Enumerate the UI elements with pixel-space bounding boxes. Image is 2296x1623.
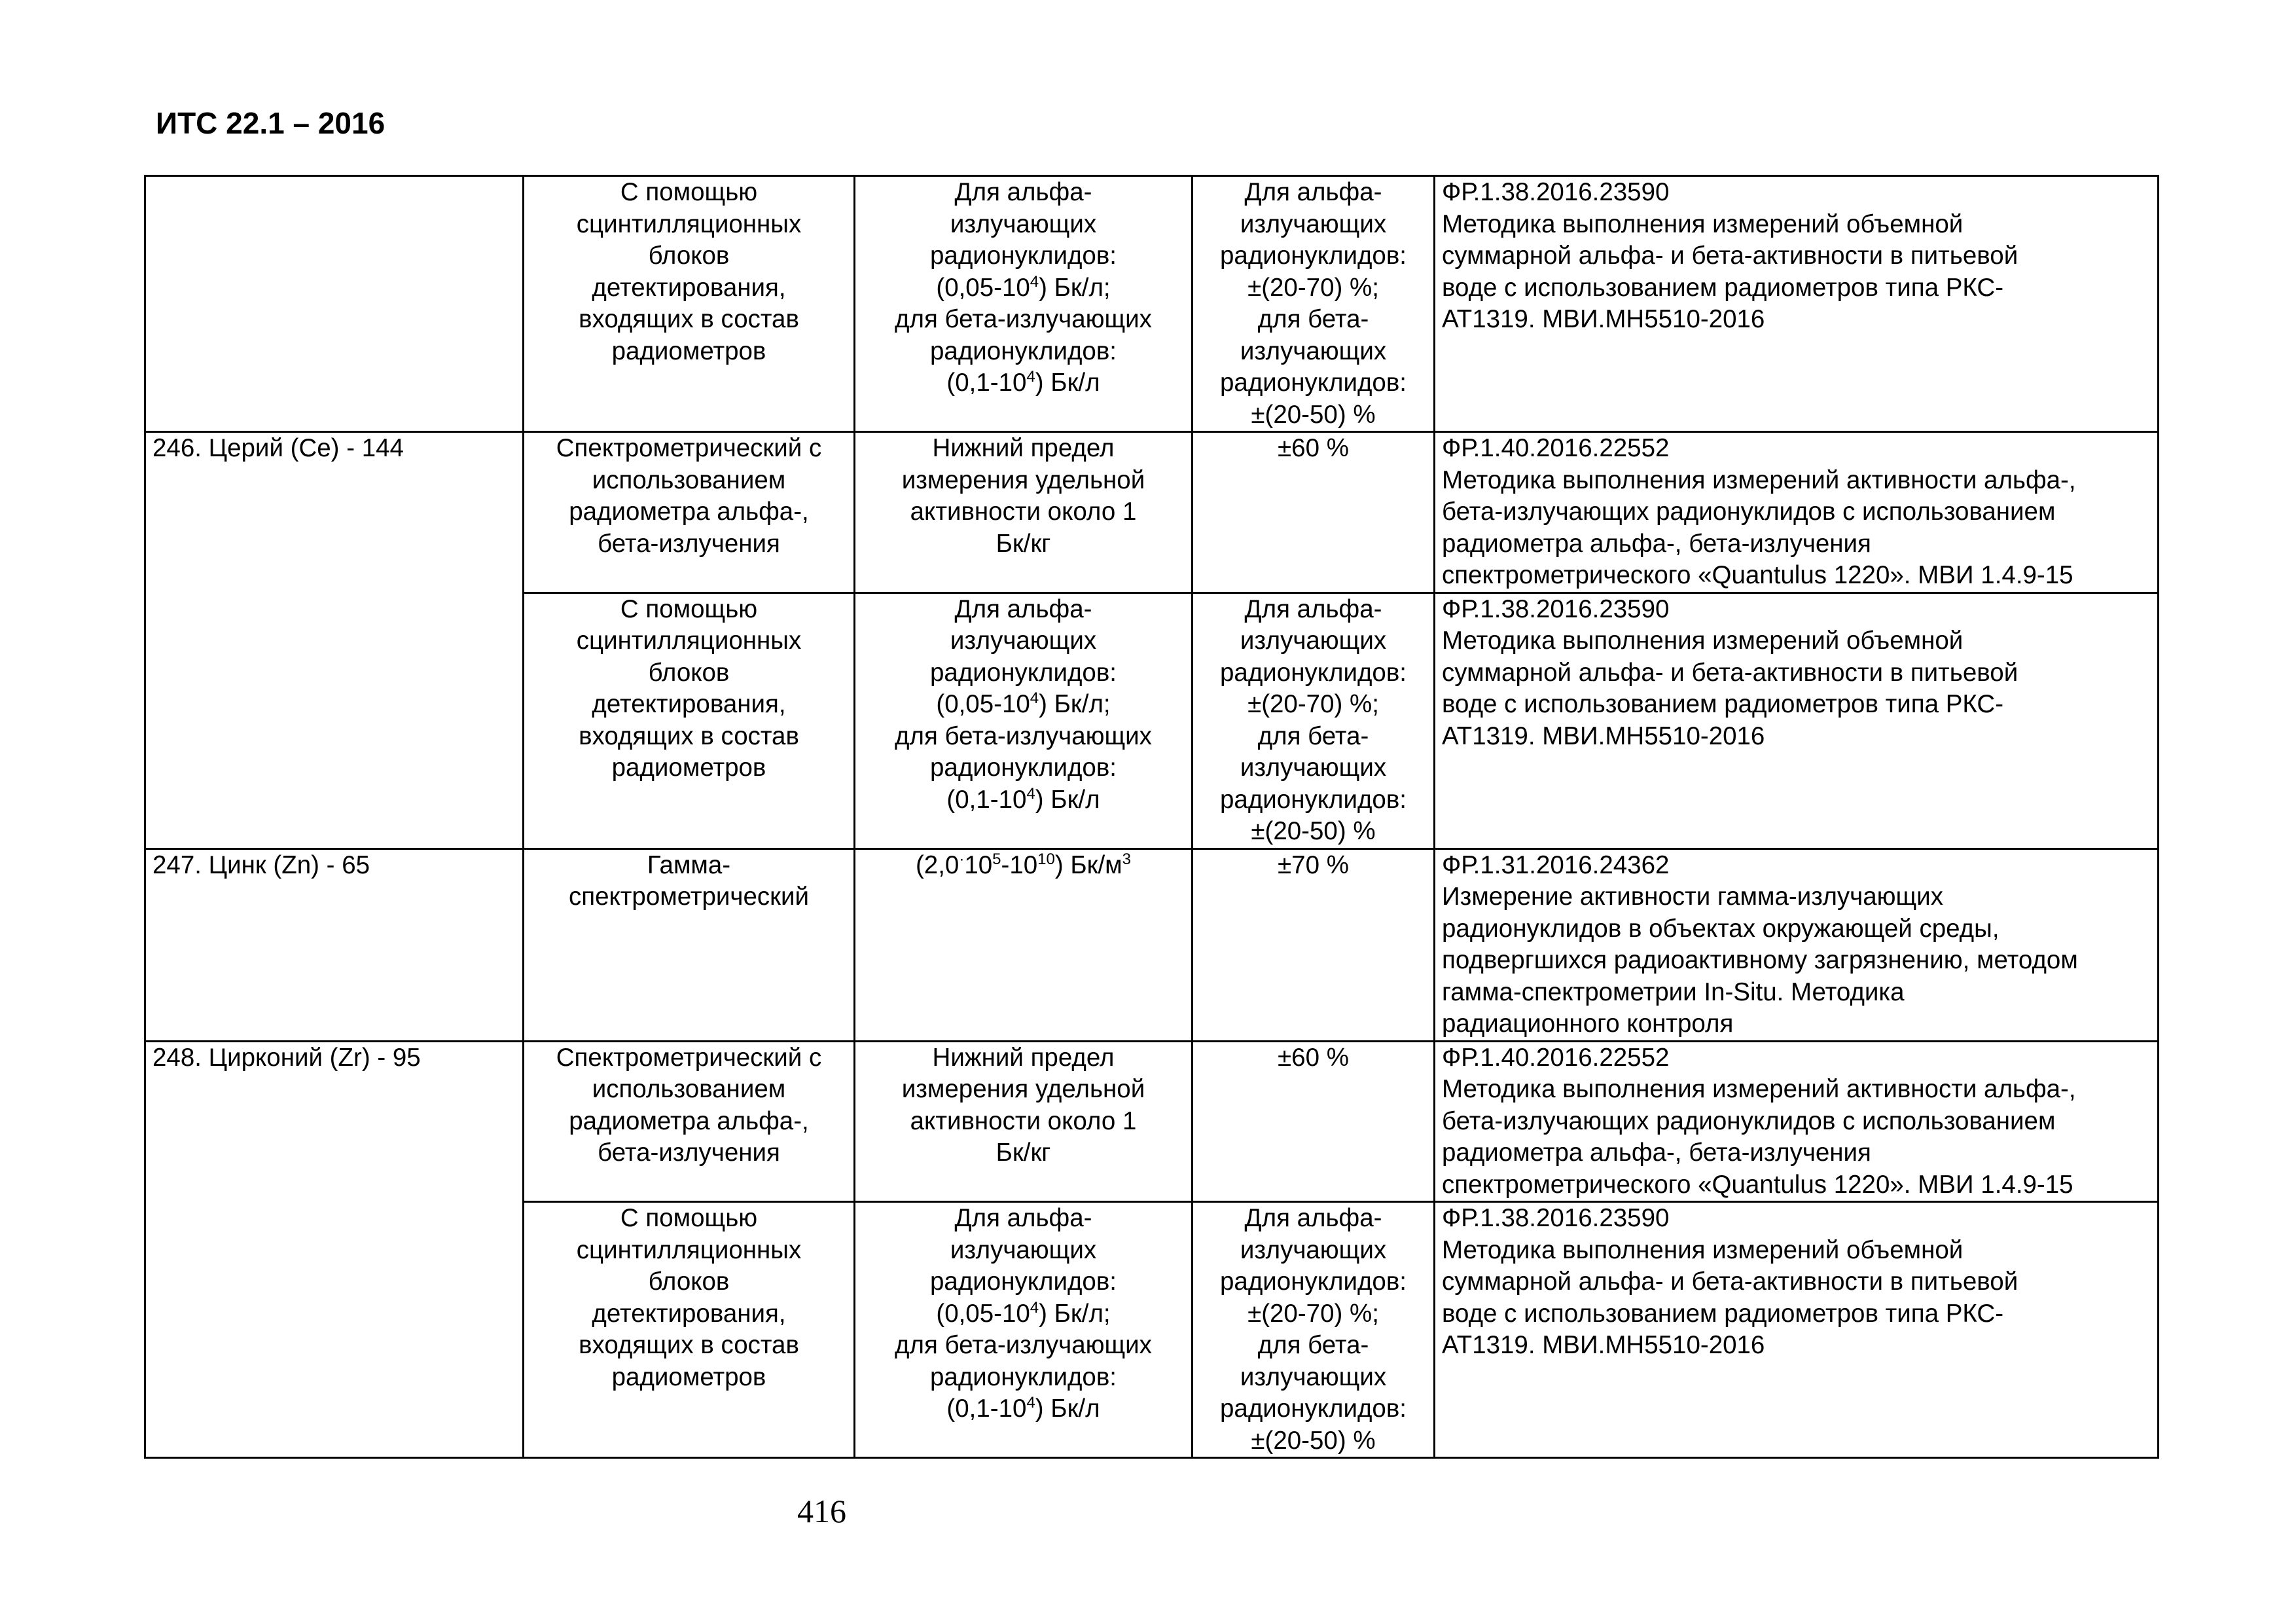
error-line: радионуклидов: bbox=[1220, 785, 1407, 814]
document-line: Методика выполнения измерений активности альфа-, bbox=[1442, 1075, 2076, 1103]
document-line: Измерение активности гамма-излучающих bbox=[1442, 883, 1943, 911]
document-cell bbox=[1435, 848, 2159, 1041]
range-cell bbox=[855, 1041, 1193, 1202]
error-line: для бета- bbox=[1257, 305, 1369, 333]
range-cell bbox=[855, 176, 1193, 432]
error-line: ±60 % bbox=[1278, 1043, 1349, 1072]
document-cell bbox=[1435, 432, 2159, 593]
error-cell bbox=[1193, 1041, 1435, 1202]
method-line: бета-излучения bbox=[598, 529, 780, 558]
error-line: излучающих bbox=[1240, 1362, 1387, 1391]
document-line: Методика выполнения измерений активности альфа-, bbox=[1442, 465, 2076, 494]
range-line: радионуклидов: bbox=[930, 337, 1117, 365]
document-cell bbox=[1435, 1041, 2159, 1202]
document-line: ФР.1.38.2016.23590 bbox=[1442, 1204, 1670, 1232]
range-line: Нижний предел bbox=[932, 1043, 1115, 1072]
document-line: радиометра альфа-, бета-излучения bbox=[1442, 1139, 1871, 1167]
range-line bbox=[862, 689, 1185, 721]
method-line: сцинтилляционных bbox=[576, 627, 802, 655]
method-line: С помощью bbox=[620, 594, 758, 623]
error-line: ±60 % bbox=[1278, 434, 1349, 462]
method-line: радиометров bbox=[611, 337, 766, 365]
method-line: использованием bbox=[592, 1075, 786, 1103]
range-line: излучающих bbox=[950, 210, 1097, 238]
nuclide-cell bbox=[145, 1041, 524, 1458]
method-line: Спектрометрический с bbox=[556, 434, 822, 462]
error-cell bbox=[1193, 1202, 1435, 1458]
nuclide-name: 246. Церий (Се) - 144 bbox=[152, 434, 404, 462]
document-line: бета-излучающих радионуклидов с использованием bbox=[1442, 1106, 2056, 1135]
document-line: бета-излучающих радионуклидов с использованием bbox=[1442, 498, 2056, 526]
method-line: детектирования, bbox=[592, 690, 786, 718]
range-line: радионуклидов: bbox=[930, 658, 1117, 687]
range-line: Для альфа- bbox=[954, 594, 1092, 623]
range-line bbox=[862, 784, 1185, 816]
error-line: Для альфа- bbox=[1244, 1204, 1382, 1232]
error-line: для бета- bbox=[1257, 721, 1369, 750]
range-line bbox=[862, 850, 1185, 882]
method-line: Спектрометрический с bbox=[556, 1043, 822, 1072]
range-cell bbox=[855, 432, 1193, 593]
range-text: ) Бк/л; bbox=[1039, 1299, 1111, 1328]
method-line: входящих в состав bbox=[579, 305, 799, 333]
radionuclide-methods-table bbox=[144, 175, 2159, 1459]
range-text: ) Бк/л bbox=[1035, 1395, 1100, 1423]
range-exponent: 5 bbox=[992, 850, 1001, 868]
method-line: бета-излучения bbox=[598, 1139, 780, 1167]
range-text: (0,1-10 bbox=[946, 785, 1027, 814]
document-line: Методика выполнения измерений объемной bbox=[1442, 210, 1964, 238]
range-line bbox=[862, 1298, 1185, 1330]
error-line: излучающих bbox=[1240, 1235, 1387, 1264]
range-line: радионуклидов: bbox=[930, 242, 1117, 270]
error-line: радионуклидов: bbox=[1220, 1267, 1407, 1296]
document-line: спектрометрического «Quantulus 1220». МВИ 1.4.9-15 bbox=[1442, 1170, 2073, 1199]
nuclide-cell bbox=[145, 848, 524, 1041]
method-line: спектрометрический bbox=[569, 883, 809, 911]
method-cell bbox=[524, 432, 855, 593]
method-line: радиометров bbox=[611, 754, 766, 782]
document-line: ФР.1.31.2016.24362 bbox=[1442, 850, 1670, 879]
error-cell bbox=[1193, 848, 1435, 1041]
range-cell bbox=[855, 1202, 1193, 1458]
range-text: (0,05-10 bbox=[936, 690, 1030, 718]
range-line: активности около 1 bbox=[910, 498, 1137, 526]
document-line: ФР.1.38.2016.23590 bbox=[1442, 594, 1670, 623]
range-text: ) Бк/л bbox=[1035, 369, 1100, 397]
method-line: Гамма- bbox=[647, 850, 731, 879]
range-line: Бк/кг bbox=[996, 1139, 1051, 1167]
range-line: активности около 1 bbox=[910, 1106, 1137, 1135]
method-line: блоков bbox=[648, 242, 730, 270]
document-line: воде с использованием радиометров типа РКС- bbox=[1442, 1299, 2004, 1328]
document-line: АТ1319. МВИ.МН5510-2016 bbox=[1442, 305, 1765, 333]
range-line: излучающих bbox=[950, 1235, 1097, 1264]
method-cell bbox=[524, 176, 855, 432]
method-line: сцинтилляционных bbox=[576, 1235, 802, 1264]
range-line: излучающих bbox=[950, 627, 1097, 655]
error-line: ±(20-70) %; bbox=[1247, 690, 1379, 718]
table-row bbox=[145, 848, 2159, 1041]
range-line bbox=[862, 1393, 1185, 1425]
method-line: блоков bbox=[648, 658, 730, 687]
table-row bbox=[145, 176, 2159, 432]
range-dot: · bbox=[959, 850, 965, 868]
document-line: ФР.1.38.2016.23590 bbox=[1442, 178, 1670, 206]
range-cell bbox=[855, 848, 1193, 1041]
range-exponent: 10 bbox=[1037, 850, 1055, 868]
method-line: радиометра альфа-, bbox=[569, 498, 809, 526]
nuclide-name: 248. Цирконий (Zr) - 95 bbox=[152, 1043, 421, 1072]
document-line: Методика выполнения измерений объемной bbox=[1442, 627, 1964, 655]
range-text: ) Бк/л bbox=[1035, 785, 1100, 814]
document-line: суммарной альфа- и бета-активности в питьевой bbox=[1442, 242, 2018, 270]
range-text: ) Бк/л; bbox=[1039, 690, 1111, 718]
range-line: Для альфа- bbox=[954, 1204, 1092, 1232]
document-line: АТ1319. МВИ.МН5510-2016 bbox=[1442, 1331, 1765, 1359]
error-line: радионуклидов: bbox=[1220, 369, 1407, 397]
method-line: детектирования, bbox=[592, 273, 786, 302]
range-text: (0,05-10 bbox=[936, 273, 1030, 302]
error-line: ±70 % bbox=[1278, 850, 1349, 879]
range-text: 10 bbox=[964, 850, 993, 879]
range-exponent: 4 bbox=[1026, 784, 1035, 803]
range-line: радионуклидов: bbox=[930, 754, 1117, 782]
error-line: Для альфа- bbox=[1244, 178, 1382, 206]
range-text: -10 bbox=[1001, 850, 1038, 879]
document-cell bbox=[1435, 176, 2159, 432]
document-line: АТ1319. МВИ.МН5510-2016 bbox=[1442, 721, 1765, 750]
method-line: входящих в состав bbox=[579, 1331, 799, 1359]
table-row bbox=[145, 1041, 2159, 1202]
range-exponent: 4 bbox=[1030, 689, 1039, 707]
range-line: Бк/кг bbox=[996, 529, 1051, 558]
error-line: излучающих bbox=[1240, 337, 1387, 365]
error-line: ±(20-50) % bbox=[1251, 1426, 1376, 1455]
document-line: суммарной альфа- и бета-активности в питьевой bbox=[1442, 1267, 2018, 1296]
document-line: ФР.1.40.2016.22552 bbox=[1442, 1043, 1670, 1072]
error-line: излучающих bbox=[1240, 210, 1387, 238]
range-text: ) Бк/м bbox=[1054, 850, 1122, 879]
range-line bbox=[862, 272, 1185, 304]
page-number: 416 bbox=[797, 1493, 846, 1529]
error-line: Для альфа- bbox=[1244, 594, 1382, 623]
method-line: С помощью bbox=[620, 178, 758, 206]
error-line: для бета- bbox=[1257, 1331, 1369, 1359]
method-cell bbox=[524, 848, 855, 1041]
range-line: радионуклидов: bbox=[930, 1267, 1117, 1296]
method-line: входящих в состав bbox=[579, 721, 799, 750]
range-exponent: 3 bbox=[1122, 850, 1132, 868]
range-line: для бета-излучающих bbox=[895, 1331, 1152, 1359]
document-header: ИТС 22.1 – 2016 bbox=[156, 106, 386, 140]
range-text: (0,1-10 bbox=[946, 369, 1027, 397]
error-line: ±(20-50) % bbox=[1251, 817, 1376, 845]
document-cell bbox=[1435, 593, 2159, 848]
error-line: радионуклидов: bbox=[1220, 242, 1407, 270]
range-line: для бета-излучающих bbox=[895, 721, 1152, 750]
method-cell bbox=[524, 593, 855, 848]
document-line: гамма-спектрометрии In-Situ. Методика bbox=[1442, 977, 1905, 1006]
range-line: для бета-излучающих bbox=[895, 305, 1152, 333]
error-line: ±(20-50) % bbox=[1251, 400, 1376, 429]
range-text: (0,1-10 bbox=[946, 1395, 1027, 1423]
document-line: воде с использованием радиометров типа РКС- bbox=[1442, 273, 2004, 302]
range-exponent: 4 bbox=[1026, 1394, 1035, 1412]
range-line bbox=[862, 367, 1185, 399]
document-cell bbox=[1435, 1202, 2159, 1458]
nuclide-name: 247. Цинк (Zn) - 65 bbox=[152, 850, 370, 879]
method-line: детектирования, bbox=[592, 1299, 786, 1328]
range-line: Для альфа- bbox=[954, 178, 1092, 206]
document-line: ФР.1.40.2016.22552 bbox=[1442, 434, 1670, 462]
method-line: радиометра альфа-, bbox=[569, 1106, 809, 1135]
method-line: радиометров bbox=[611, 1362, 766, 1391]
range-line: радионуклидов: bbox=[930, 1362, 1117, 1391]
range-cell bbox=[855, 593, 1193, 848]
range-exponent: 4 bbox=[1030, 272, 1039, 291]
range-text: ) Бк/л; bbox=[1039, 273, 1111, 302]
document-line: спектрометрического «Quantulus 1220». МВИ 1.4.9-15 bbox=[1442, 561, 2073, 589]
document-line: воде с использованием радиометров типа РКС- bbox=[1442, 690, 2004, 718]
range-exponent: 4 bbox=[1026, 368, 1035, 386]
error-line: ±(20-70) %; bbox=[1247, 273, 1379, 302]
method-line: блоков bbox=[648, 1267, 730, 1296]
range-line: измерения удельной bbox=[901, 1075, 1145, 1103]
error-cell bbox=[1193, 593, 1435, 848]
nuclide-cell bbox=[145, 176, 524, 432]
range-line: Нижний предел bbox=[932, 434, 1115, 462]
error-cell bbox=[1193, 176, 1435, 432]
document-line: Методика выполнения измерений объемной bbox=[1442, 1235, 1964, 1264]
method-line: сцинтилляционных bbox=[576, 210, 802, 238]
document-line: радиационного контроля bbox=[1442, 1010, 1734, 1038]
table-row bbox=[145, 432, 2159, 593]
range-text: (2,0 bbox=[915, 850, 960, 879]
range-text: (0,05-10 bbox=[936, 1299, 1030, 1328]
document-line: радионуклидов в объектах окружающей среды, bbox=[1442, 914, 2000, 943]
document-line: радиометра альфа-, бета-излучения bbox=[1442, 529, 1871, 558]
method-cell bbox=[524, 1041, 855, 1202]
range-line: измерения удельной bbox=[901, 465, 1145, 494]
error-line: излучающих bbox=[1240, 754, 1387, 782]
document-line: подвергшихся радиоактивному загрязнению, методом bbox=[1442, 946, 2078, 974]
error-line: ±(20-70) %; bbox=[1247, 1299, 1379, 1328]
method-line: использованием bbox=[592, 465, 786, 494]
document-line: суммарной альфа- и бета-активности в питьевой bbox=[1442, 658, 2018, 687]
error-line: радионуклидов: bbox=[1220, 1395, 1407, 1423]
error-cell bbox=[1193, 432, 1435, 593]
range-exponent: 4 bbox=[1030, 1298, 1039, 1317]
method-line: С помощью bbox=[620, 1204, 758, 1232]
nuclide-cell bbox=[145, 432, 524, 849]
method-cell bbox=[524, 1202, 855, 1458]
error-line: радионуклидов: bbox=[1220, 658, 1407, 687]
error-line: излучающих bbox=[1240, 627, 1387, 655]
